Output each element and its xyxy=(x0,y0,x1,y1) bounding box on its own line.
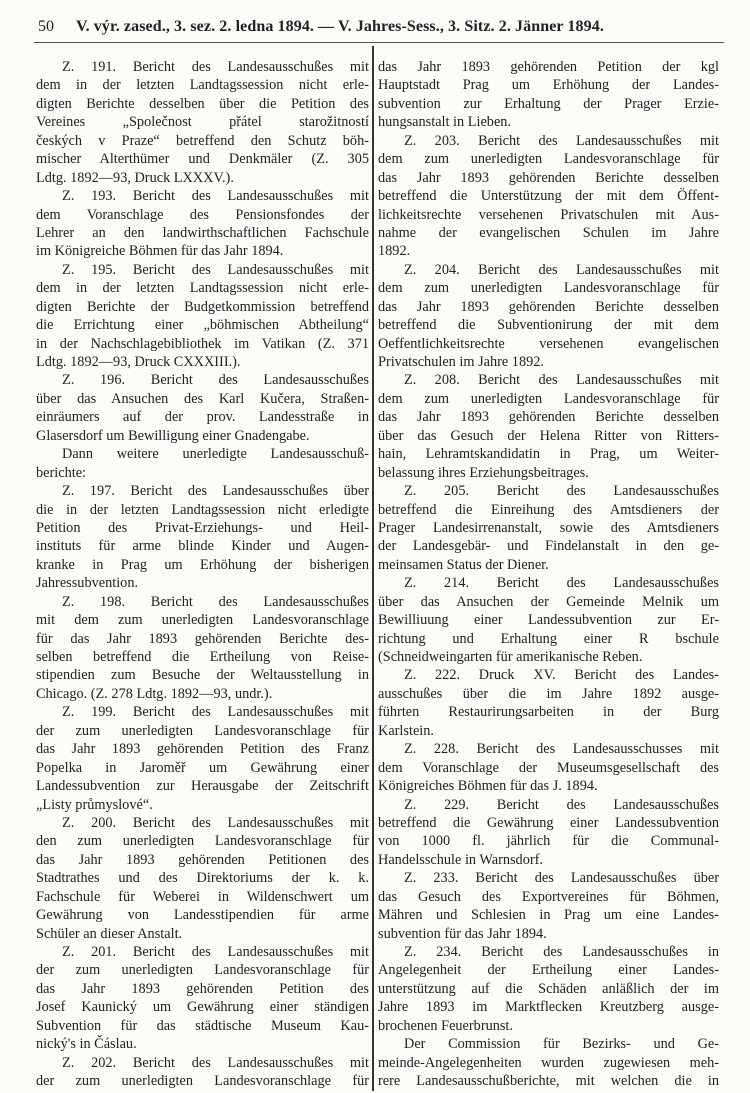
text-line: hungsanstalt in Lieben. xyxy=(378,114,512,131)
text-line: Z. 191. Bericht des Landesausschußes mit xyxy=(62,59,369,75)
text-line: hain, Lehramtskandidatin in Prag, um Weiter- xyxy=(378,446,719,463)
paragraph xyxy=(378,869,719,943)
text-line: führten Restaurirungsarbeiten in der Burg xyxy=(378,704,719,721)
text-line: berichte: xyxy=(36,464,87,481)
text-line: Z. 201. Bericht des Landesausschußes mit xyxy=(62,944,369,960)
paragraph xyxy=(36,943,369,1054)
paragraph xyxy=(378,1035,719,1090)
text-line: Karlstein. xyxy=(378,722,434,739)
text-line: das Jahr 1893 gehörenden Petitionen des xyxy=(36,851,369,868)
text-line: über das Gesuch der Helena Ritter von Ritters- xyxy=(378,427,719,444)
running-title: V. výr. zased., 3. sez. 2. ledna 1894. — V. Jahres-Sess., 3. Sitz. 2. Jänner 1894. xyxy=(76,18,604,35)
text-line: Jahre 1893 im Marktflecken Kreutzberg ausge- xyxy=(378,999,719,1016)
paragraph xyxy=(378,132,719,261)
text-line: Josef Kaunický um Gewährung einer ständigen xyxy=(36,999,369,1016)
text-line: lichkeitsrechte versehenen Privatschulen mit Aus- xyxy=(378,206,719,223)
text-line: das Jahr 1893 gehörenden Petition des Franz xyxy=(36,741,369,758)
text-line: (Schneidweingarten für amerikanische Reben. xyxy=(378,649,643,665)
text-line: über das Ansuchen des Karl Kučera, Straßen- xyxy=(36,390,369,407)
paragraph xyxy=(36,371,369,445)
text-line: Glasersdorf um Bewilligung einer Gnadengabe. xyxy=(36,427,310,444)
paragraph xyxy=(36,1054,369,1091)
text-line: Z. 200. Bericht des Landesausschußes mit xyxy=(62,814,369,831)
text-line: ausschußes über die im Jahre 1892 ausge- xyxy=(378,685,719,702)
text-line: der Landesgebär- und Findelanstalt in den ge- xyxy=(378,538,719,555)
text-line: das Jahr 1893 gehörenden Petition des xyxy=(36,980,369,997)
paragraph xyxy=(36,482,369,593)
paragraph xyxy=(36,593,369,704)
text-line: meinsamen Status der Diener. xyxy=(378,556,549,573)
text-line: im Königreiche Böhmen für das Jahr 1894. xyxy=(36,243,284,260)
text-line: Z. 202. Bericht des Landesausschußes mit xyxy=(62,1054,369,1071)
text-line: dem Voranschlage der Museumsgesellschaft des xyxy=(378,759,719,776)
text-line: Z. 196. Bericht des Landesausschußes xyxy=(62,372,369,389)
text-line: betreffend die Gewährung einer Landessubvention xyxy=(378,814,719,831)
text-line: Landessubvention zur Herausgabe der Zeitschrift xyxy=(36,778,369,795)
paragraph xyxy=(378,482,719,574)
text-line: Dann weitere unerledigte Landesausschuß- xyxy=(62,446,369,463)
text-line: Z. 208. Bericht des Landesausschußes mit xyxy=(404,372,719,389)
text-line: Ldtg. 1892—93, Druck CXXXIII.). xyxy=(36,354,241,370)
paragraph xyxy=(36,58,369,187)
text-line: Angelegenheit der Ertheilung einer Landes- xyxy=(378,962,719,979)
text-line: Der Commission für Bezirks- und Ge- xyxy=(404,1036,719,1053)
text-line: betreffend die Subventionirung der mit dem xyxy=(378,317,719,334)
text-line: Z. 205. Bericht des Landesausschußes xyxy=(404,483,719,500)
text-line: die in der letzten Landtagssession nicht erledigte xyxy=(36,501,369,518)
text-line: für das Jahr 1893 gehörenden Berichte des- xyxy=(36,630,369,647)
text-line: Z. 203. Bericht des Landesausschußes mit xyxy=(404,132,719,149)
text-line: das Jahr 1893 gehörenden Berichte desselben xyxy=(378,409,719,426)
text-line: betreffend die Unterstützung der mit dem Öffent- xyxy=(378,188,719,205)
column-divider xyxy=(372,46,374,1091)
text-line: in der Nachschlagebibliothek im Vatikan (Z. 371 xyxy=(36,335,369,352)
paragraph xyxy=(378,796,719,870)
text-line: mit dem zum unerledigten Landesvoranschlage xyxy=(36,612,369,629)
text-line: Jahressubvention. xyxy=(36,575,139,592)
text-line: von 1000 fl. jährlich für die Communal- xyxy=(378,833,719,850)
text-line: Z. 199. Bericht des Landesausschußes mit xyxy=(62,704,369,721)
text-line: Prager Landesirrenanstalt, sowie des Amtsdieners xyxy=(378,519,719,536)
text-line: stipendien zum Besuche der Weltausstellung in xyxy=(36,667,369,684)
paragraph xyxy=(36,445,369,482)
text-line: Mähren und Schlesien in Prag um eine Landes- xyxy=(378,907,719,924)
text-line: nahme der evangelischen Schulen im Jahre xyxy=(378,224,719,241)
text-line: Lehrer an den landwirthschaftlichen Fachschule xyxy=(36,224,369,241)
paragraph xyxy=(378,740,719,795)
paragraph xyxy=(378,943,719,1035)
header-rule xyxy=(34,42,724,43)
paragraph xyxy=(378,574,719,666)
text-line: über das Ansuchen der Gemeinde Melnik um xyxy=(378,593,719,610)
text-line: das Jahr 1893 gehörenden Petition der kgl xyxy=(378,59,719,75)
text-line: Gewährung von Landesstipendien für arme xyxy=(36,907,369,924)
paragraph xyxy=(36,703,369,814)
text-line: Z. 198. Bericht des Landesausschußes xyxy=(62,593,369,610)
text-line: das Jahr 1893 gehörenden Berichte desselben xyxy=(378,169,719,186)
text-line: dem zum unerledigten Landesvoranschlage für xyxy=(378,390,719,407)
text-line: Oeffentlichkeitsrechte versehenen evangelischen xyxy=(378,335,719,352)
text-line: der zum unerledigten Landesvoranschlage für xyxy=(36,1073,369,1090)
left-column xyxy=(36,58,369,1091)
page-number: 50 xyxy=(38,18,54,35)
text-line: českých v Praze“ betreffend den Schutz böh- xyxy=(36,132,369,149)
text-line: Z. 234. Bericht des Landesausschußes in xyxy=(404,944,719,960)
text-line: das Gesuch des Exportvereines für Böhmen, xyxy=(378,888,719,905)
text-line: dem in der letzten Landtagssession nicht erle- xyxy=(36,280,369,297)
text-line: Z. 197. Bericht des Landesausschußes über xyxy=(62,483,369,500)
text-line: selben betreffend die Ertheilung von Reise- xyxy=(36,649,369,665)
text-line: subvention zur Erhaltung der Prager Erzie- xyxy=(378,95,719,112)
text-line: Hauptstadt Prag um Erhöhung der Landes- xyxy=(378,77,719,94)
text-line: betreffend die Einreihung des Amtsdieners der xyxy=(378,501,719,518)
text-line: Z. 214. Bericht des Landesausschußes xyxy=(404,575,719,592)
text-line: der zum unerledigten Landesvoranschlage für xyxy=(36,722,369,739)
text-line: der zum unerledigten Landesvoranschlage für xyxy=(36,962,369,979)
text-line: 1892. xyxy=(378,243,411,260)
paragraph xyxy=(378,666,719,740)
text-line: digten Berichte desselben über die Petition des xyxy=(36,95,369,112)
text-line: Z. 229. Bericht des Landesausschußes xyxy=(404,796,719,813)
paragraph xyxy=(36,814,369,943)
text-line: die Errichtung einer „böhmischen Abtheilung“ xyxy=(36,317,369,334)
text-line: Popelka in Jaroměř um Gewährung einer xyxy=(36,759,369,776)
paragraph xyxy=(36,187,369,261)
paragraph xyxy=(378,261,719,372)
text-line: Z. 195. Bericht des Landesausschußes mit xyxy=(62,261,369,278)
text-line: dem in der letzten Landtagssession nicht erle- xyxy=(36,77,369,94)
right-column xyxy=(378,58,719,1091)
text-line: mischer Alterthümer und Denkmäler (Z. 305 xyxy=(36,151,369,168)
text-line: „Listy průmyslové“. xyxy=(36,796,153,813)
paragraph xyxy=(36,261,369,372)
text-line: Z. 193. Bericht des Landesausschußes mit xyxy=(62,188,369,205)
text-line: belassung ihres Erziehungsbeitrages. xyxy=(378,464,589,481)
text-line: digten Berichte der Budgetkommission betreffend xyxy=(36,298,369,315)
text-line: Stadtrathes und des Direktoriums der k. k. xyxy=(36,870,369,887)
text-line: Königreiches Böhmen für das J. 1894. xyxy=(378,778,598,795)
text-line: Vereines „Společnost přátel starožitností xyxy=(36,114,369,131)
text-line: subvention für das Jahr 1894. xyxy=(378,925,547,942)
text-line: Schüler an dieser Anstalt. xyxy=(36,925,183,942)
text-line: brochenen Feuerbrunst. xyxy=(378,1017,513,1034)
text-line: Z. 233. Bericht des Landesausschußes über xyxy=(404,870,719,887)
paragraph xyxy=(378,58,719,132)
text-line: den zum unerledigten Landesvoranschlage für xyxy=(36,833,369,850)
text-line: Privatschulen im Jahre 1892. xyxy=(378,354,544,370)
text-line: unterstützung auf die Schäden anläßlich der im xyxy=(378,980,719,997)
text-line: Fachschule für Weberei in Wildenschwert um xyxy=(36,888,369,905)
text-line: dem zum unerledigten Landesvoranschlage für xyxy=(378,151,719,168)
text-line: das Jahr 1893 gehörenden Berichte desselben xyxy=(378,298,719,315)
text-line: Petition des Privat-Erziehungs- und Heil- xyxy=(36,519,369,536)
text-line: nický's in Čáslau. xyxy=(36,1036,137,1053)
text-line: rere Landesausschußberichte, mit welchen die in xyxy=(378,1073,719,1090)
paragraph xyxy=(378,371,719,482)
text-line: kranke in Prag um Erhöhung der bisherigen xyxy=(36,556,369,573)
text-line: einräumers auf der prov. Landesstraße in xyxy=(36,409,369,426)
text-line: Z. 228. Bericht des Landesausschusses mit xyxy=(404,741,719,758)
text-line: dem Voranschlage des Pensionsfondes der xyxy=(36,206,369,223)
text-line: Z. 222. Druck XV. Bericht des Landes- xyxy=(404,667,719,684)
text-line: meinde-Angelegenheiten wurden zugewiesen meh- xyxy=(378,1054,719,1071)
text-line: Handelsschule in Warnsdorf. xyxy=(378,851,543,868)
text-line: Subvention für das städtische Museum Kau- xyxy=(36,1017,369,1034)
text-line: Ldtg. 1892—93, Druck LXXXV.). xyxy=(36,169,234,186)
text-line: dem zum unerledigten Landesvoranschlage für xyxy=(378,280,719,297)
text-line: instituts für arme blinde Kinder und Augen- xyxy=(36,538,369,555)
text-line: Chicago. (Z. 278 Ldtg. 1892—93, undr.). xyxy=(36,685,273,702)
page-header xyxy=(38,18,720,42)
text-line: richtung und Erhaltung einer R bschule xyxy=(378,630,719,647)
text-line: Bewilliuung einer Landessubvention zur Er- xyxy=(378,612,719,629)
text-line: Z. 204. Bericht des Landesausschußes mit xyxy=(404,261,719,278)
